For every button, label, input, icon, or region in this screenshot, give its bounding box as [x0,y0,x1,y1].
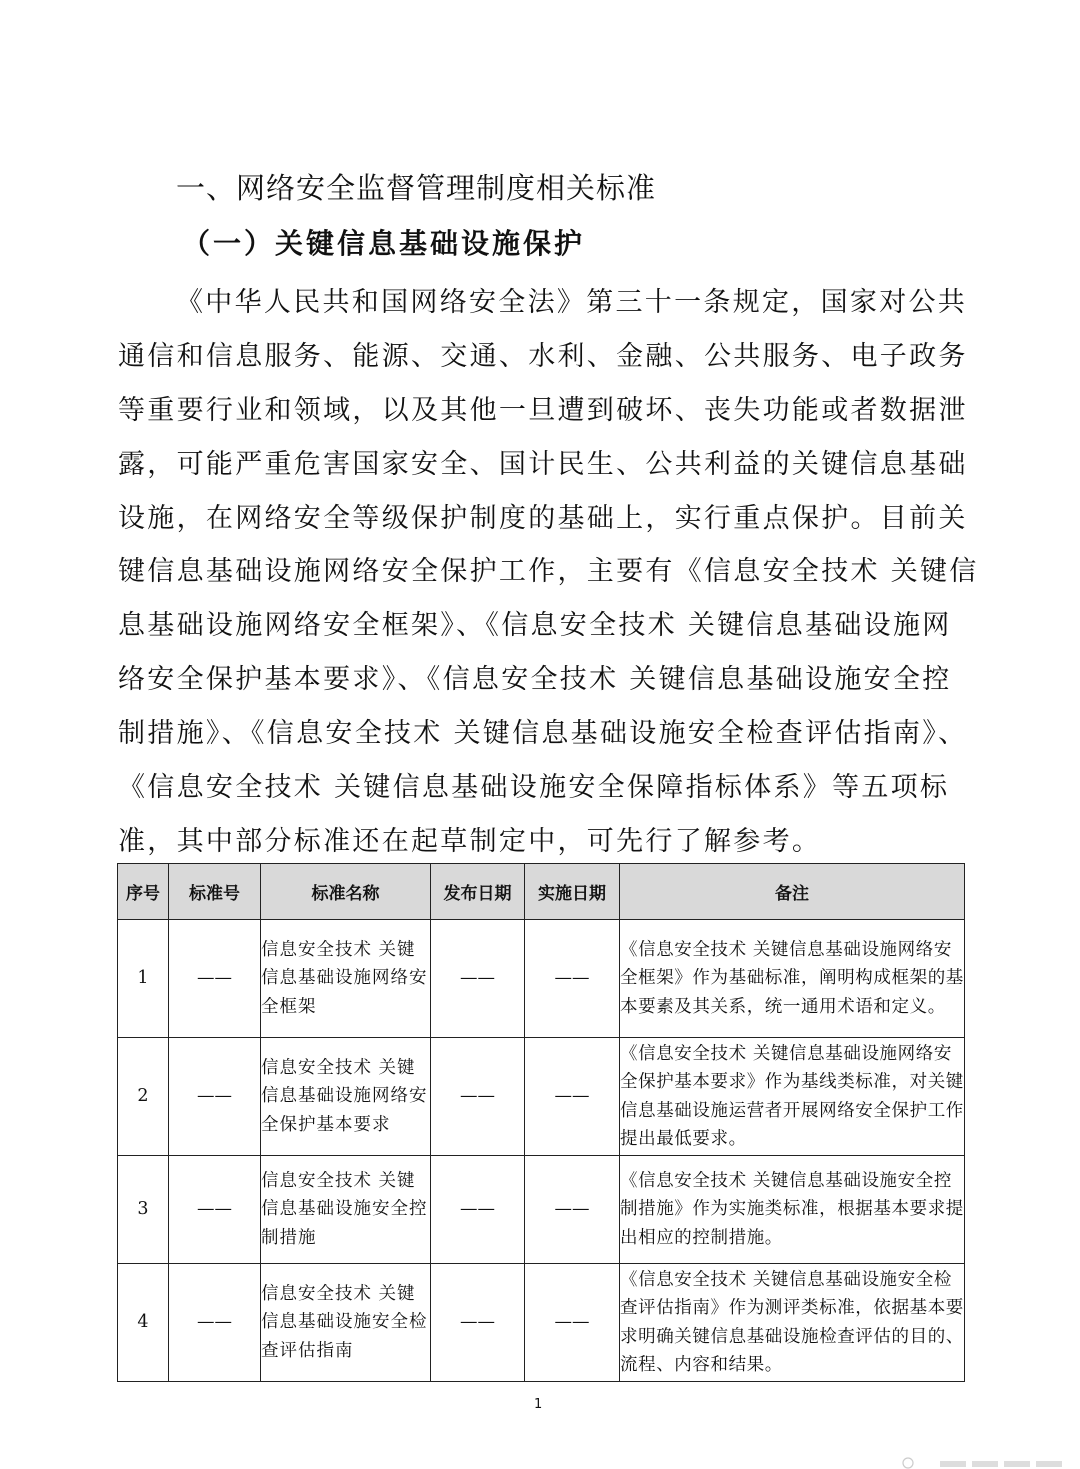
table-header-row [118,864,965,920]
paragraph-line: 准，其中部分标准还在起草制定中，可先行了解参考。 [118,825,822,857]
header-std-name: 标准名称 [261,864,431,920]
header-note: 备注 [620,864,965,920]
cell-std-name: 信息安全技术 关键信息基础设施安全控制措施 [261,1156,431,1264]
cell-publish-date: —— [431,1264,525,1382]
table-row [118,1264,965,1382]
cell-seq: 4 [118,1264,169,1382]
page-number: 1 [534,1397,543,1412]
cell-std-name: 信息安全技术 关键信息基础设施网络安全框架 [261,920,431,1038]
cell-implement-date: —— [525,1264,620,1382]
cell-publish-date: —— [431,1156,525,1264]
cell-publish-date: —— [431,920,525,1038]
cell-seq: 2 [118,1038,169,1156]
paragraph-line: 制措施》、《信息安全技术 关键信息基础设施安全检查评估指南》、 [118,718,968,750]
header-std-no: 标准号 [169,864,261,920]
cell-std-no: —— [169,1264,261,1382]
standards-table [117,863,965,1382]
cell-publish-date: —— [431,1038,525,1156]
cell-seq: 3 [118,1156,169,1264]
table-row [118,920,965,1038]
body-paragraph [118,276,979,869]
cell-note: 《信息安全技术 关键信息基础设施安全检查评估指南》作为测评类标准，依据基本要求明确关键信息基础设施检查评估的目的、流程、内容和结果。 [620,1264,965,1382]
cell-implement-date: —— [525,1038,620,1156]
watermark [900,1455,1080,1469]
cell-seq: 1 [118,920,169,1038]
header-implement-date: 实施日期 [525,864,620,920]
paragraph-line: 设施，在网络安全等级保护制度的基础上，实行重点保护。目前关 [118,502,968,534]
header-publish-date: 发布日期 [431,864,525,920]
paragraph-line: 息基础设施网络安全框架》、《信息安全技术 关键信息基础设施网 [118,610,952,642]
table-row [118,1156,965,1264]
cell-note: 《信息安全技术 关键信息基础设施网络安全保护基本要求》作为基线类标准，对关键信息基础设施运营者开展网络安全保护工作提出最低要求。 [620,1038,965,1156]
cell-std-name: 信息安全技术 关键信息基础设施安全检查评估指南 [261,1264,431,1382]
paragraph-line: 《中华人民共和国网络安全法》第三十一条规定，国家对公共 [176,287,968,318]
paragraph-line: 键信息基础设施网络安全保护工作，主要有《信息安全技术 关键信 [118,556,979,588]
subsection-heading: （一）关键信息基础设施保护 [182,227,586,260]
cell-std-no: —— [169,1038,261,1156]
cell-std-no: —— [169,1156,261,1264]
cell-note: 《信息安全技术 关键信息基础设施网络安全框架》作为基础标准，阐明构成框架的基本要素及其关系，统一通用术语和定义。 [620,920,965,1038]
header-seq: 序号 [118,864,169,920]
cell-implement-date: —— [525,920,620,1038]
cell-note: 《信息安全技术 关键信息基础设施安全控制措施》作为实施类标准，根据基本要求提出相应的控制措施。 [620,1156,965,1264]
watermark-logo-icon [900,1455,1080,1469]
section-heading: 一、网络安全监督管理制度相关标准 [176,171,657,205]
paragraph-line: 《信息安全技术 关键信息基础设施安全保障指标体系》等五项标 [118,772,950,804]
table-row [118,1038,965,1156]
cell-std-no: —— [169,920,261,1038]
cell-std-name: 信息安全技术 关键信息基础设施网络安全保护基本要求 [261,1038,431,1156]
paragraph-line: 等重要行业和领域，以及其他一旦遭到破坏、丧失功能或者数据泄 [118,394,968,426]
paragraph-line: 通信和信息服务、能源、交通、水利、金融、公共服务、电子政务 [118,340,968,372]
cell-implement-date: —— [525,1156,620,1264]
paragraph-line: 络安全保护基本要求》、《信息安全技术 关键信息基础设施安全控 [118,664,952,696]
paragraph-line: 露，可能严重危害国家安全、国计民生、公共利益的关键信息基础 [118,448,968,480]
